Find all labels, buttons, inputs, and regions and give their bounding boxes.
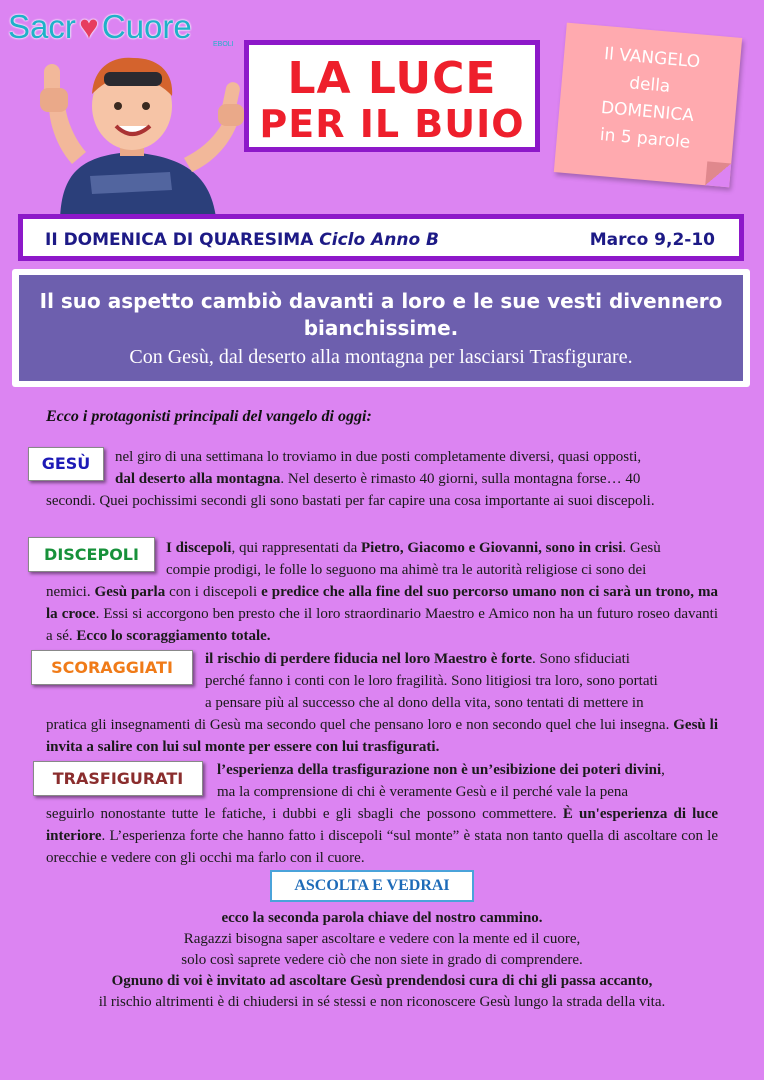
scoraggiati-bold: il rischio di perdere fiducia nel loro Maestro è forte: [205, 651, 533, 667]
headline-subtitle: Con Gesù, dal deserto alla montagna per lasciarsi Trasfigurare.: [129, 346, 633, 368]
headline-quote: Il suo aspetto cambiò davanti a loro e le sue vesti divennero bianchissime.: [39, 289, 723, 340]
note-line-2: della: [628, 73, 672, 97]
trasfigurati-bold: l’esperienza della trasfigurazione non è un’esibizione dei poteri divini: [217, 762, 662, 778]
discepoli-body-text: [46, 581, 718, 647]
discepoli-bold-2: Pietro, Giacomo e Giovanni, sono in crisi: [360, 540, 623, 556]
headline-box: [19, 275, 743, 381]
sunday-label: [45, 230, 439, 250]
closing-text: [30, 908, 734, 1013]
gospel-reference: Marco 9,2-10: [589, 230, 715, 250]
scoraggiati-body-text: [46, 714, 718, 758]
intro-text: Ecco i protagonisti principali del vangelo di oggi:: [46, 408, 372, 425]
discepoli-bold-1: I discepoli: [166, 540, 232, 556]
discepoli-text-2: . Gesù: [622, 540, 661, 556]
closing-line-5: il rischio altrimenti è di chiudersi in sé stessi e non riconoscere Gesù lungo la strada della vita.: [98, 994, 666, 1010]
trasfigurati-rb1: È un'esperienza di luce interiore: [46, 806, 719, 844]
liturgy-header-bar: [18, 214, 744, 261]
discepoli-r1: nemici.: [46, 584, 95, 600]
discepoli-r3: . Essi si accorgono ben presto che il loro straordinario Maestro e Amico non ha un futuro roseo davanti a sé.: [46, 606, 718, 644]
scoraggiati-r1: pratica gli insegnamenti di Gesù ma secondo quel che pensano loro e non secondo quel che lui insegna.: [46, 717, 674, 733]
heart-icon: ♥: [79, 8, 99, 45]
tag-gesu: GESÙ: [28, 447, 104, 481]
discepoli-line-2: compie prodigi, le folle lo seguono ma ahimè tra le autorità religiose ci sono dei: [166, 562, 647, 578]
closing-line-1: ecco la seconda parola chiave del nostro cammino.: [221, 910, 543, 926]
paragraph-gesu-body: [46, 490, 718, 512]
trasfigurati-line-2: ma la comprensione di chi è veramente Gesù e il perché vale la pena: [217, 784, 629, 800]
closing-line-2: Ragazzi bisogna saper ascoltare e vedere con la mente ed il cuore,: [183, 931, 581, 947]
title-line-2: PER IL BUIO: [259, 102, 525, 146]
gesu-body-text: secondi. Quei pochissimi secondi gli sono bastati per far capire una cosa importante ai suoi discepoli.: [46, 493, 655, 509]
trasfigurati-body-text: [46, 803, 718, 869]
gesu-line-2: [115, 468, 718, 490]
title-line-1: LA LUCE: [287, 53, 497, 104]
trasfigurati-line-1: [217, 759, 718, 781]
logo-subtitle: EBOLI: [213, 41, 234, 48]
paragraph-trasfigurati-head: [217, 759, 718, 803]
note-corner-fold: [705, 161, 731, 187]
boy-thumbs-up-illustration: [20, 44, 248, 218]
scoraggiati-line-1: [205, 648, 718, 670]
title-box: [244, 40, 540, 152]
discepoli-rb2: e predice che alla fine del suo percorso umano non ci sarà un trono, ma la croce: [46, 584, 718, 622]
sunglasses: [104, 72, 162, 86]
discepoli-text-1: , qui rappresentati da: [231, 540, 361, 556]
gesu-line-2-rest: . Nel deserto è rimasto 40 giorni, sulla montagna forse… 40: [280, 471, 641, 487]
trasfigurati-r1: seguirlo nonostante tutte le fatiche, i dubbi e gli sbagli che possono commettere.: [46, 806, 563, 822]
tag-trasfigurati: TRASFIGURATI: [33, 761, 203, 796]
scoraggiati-line-1-rest: . Sono sfiduciati: [532, 651, 630, 667]
gesu-emphasis: dal deserto alla montagna: [115, 471, 281, 487]
paragraph-discepoli-head: [166, 537, 718, 581]
tag-scoraggiati: SCORAGGIATI: [31, 650, 193, 685]
paragraph-gesu-head: [115, 446, 718, 490]
scoraggiati-line-2: perché fanno i conti con le loro fragilità. Sono litigiosi tra loro, sono portati: [205, 673, 658, 689]
paragraph-scoraggiati-body: [46, 714, 718, 758]
note-line-4: in 5 parole: [599, 124, 692, 153]
scoraggiati-line-3: a pensare più al successo che al dono della vita, sono tentati di mettere in: [205, 695, 644, 711]
sacro-cuore-logo: [8, 8, 192, 46]
vangelo-note-card: [554, 23, 742, 188]
logo-text-left: Sacr: [8, 8, 76, 45]
tag-discepoli: DISCEPOLI: [28, 537, 155, 572]
gesu-line-1: nel giro di una settimana lo troviamo in due posti completamente diversi, quasi opposti,: [115, 449, 642, 465]
ascolta-e-vedrai-box: ASCOLTA E VEDRAI: [270, 870, 474, 902]
scoraggiati-rb1: Gesù li invita a salire con lui sul monte per essere con lui trasfigurati.: [46, 717, 718, 755]
note-line-1: Il VANGELO: [603, 44, 701, 73]
cycle-year: Ciclo Anno B: [319, 230, 440, 250]
logo-text-right: Cuore: [101, 8, 192, 45]
discepoli-line-1: [166, 537, 718, 559]
trasfigurati-r2: . L’esperienza forte che hanno fatto i discepoli “sul monte” è stata non tanto quella di ascoltare con le orecchie e vedere con gli occhi ma farlo con il cuore.: [46, 828, 718, 866]
discepoli-rb3: Ecco lo scoraggiamento totale.: [76, 628, 271, 644]
paragraph-scoraggiati-head: [205, 648, 718, 714]
trasfigurati-line-1-rest: ,: [661, 762, 665, 778]
closing-line-4: Ognuno di voi è invitato ad ascoltare Gesù prendendosi cura di chi gli passa accanto,: [111, 973, 653, 989]
discepoli-r2: con i discepoli: [165, 584, 262, 600]
paragraph-discepoli-body: [46, 581, 718, 647]
closing-line-3: solo così saprete vedere ciò che non siete in grado di comprendere.: [181, 952, 583, 968]
paragraph-trasfigurati-body: [46, 803, 718, 869]
sunday-name: II DOMENICA DI QUARESIMA: [45, 230, 320, 250]
discepoli-rb1: Gesù parla: [94, 584, 166, 600]
note-line-3: DOMENICA: [600, 97, 695, 126]
headline-frame: [12, 269, 750, 387]
